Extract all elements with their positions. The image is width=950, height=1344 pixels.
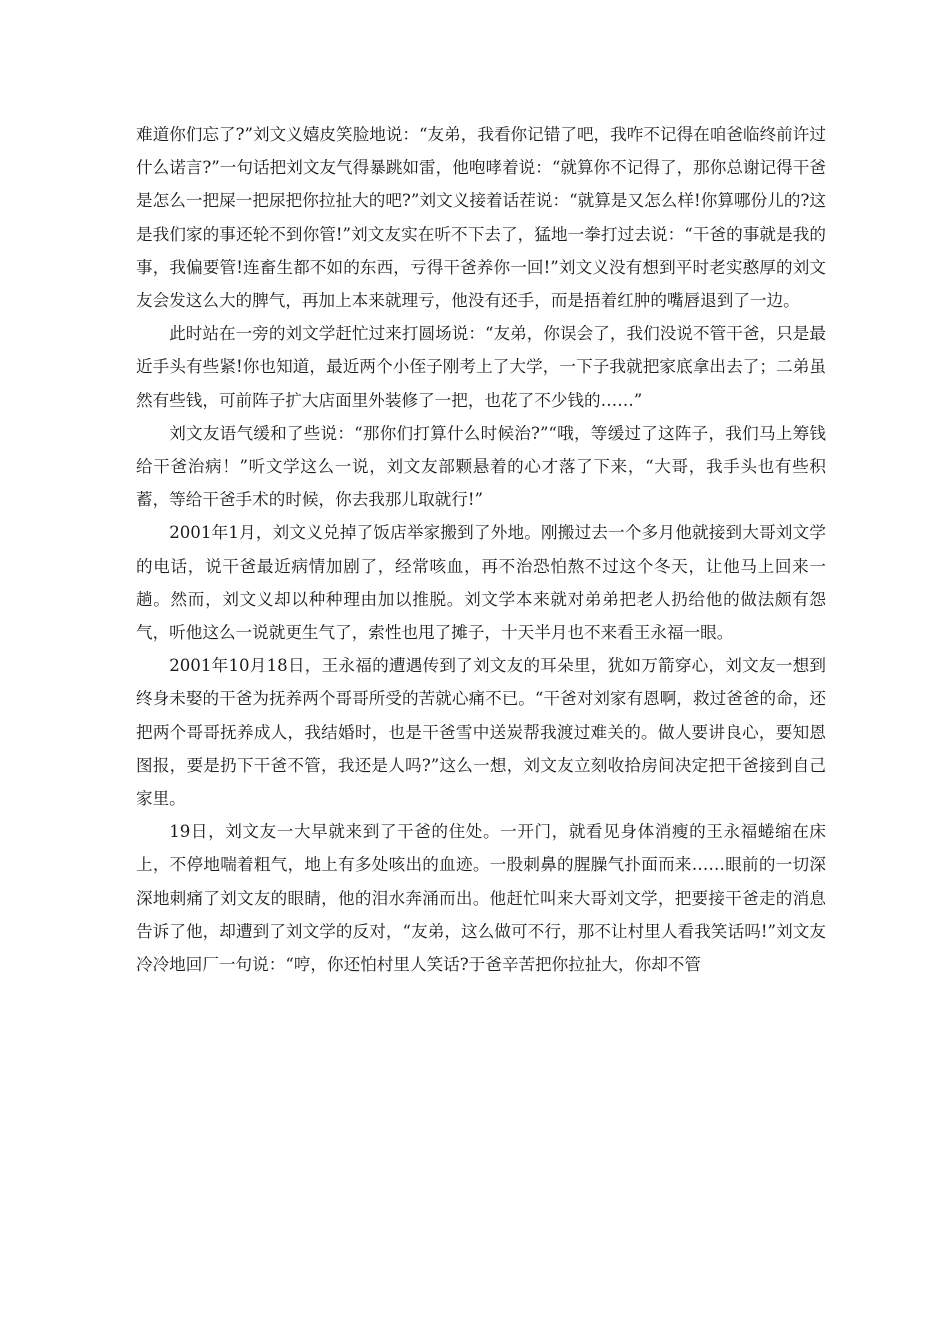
paragraph-1: 难道你们忘了?”刘文义嬉皮笑脸地说：“友弟，我看你记错了吧，我咋不记得在咱爸临终前许过什么诺言?”一句话把刘文友气得暴跳如雷，他咆哮着说：“就算你不记得了，那你总谢记得干爸是怎么一把屎一把尿把你拉扯大的吧?”刘文义接着话茬说：“就算是又怎么样!你算哪份儿的?这是我们家的事还轮不到你管!”刘文友实在听不下去了，猛地一拳打过去说：“干爸的事就是我的事，我偏要管!连畜生都不如的东西，亏得干爸养你一回!”刘文义没有想到平时老实憨厚的刘文友会发这么大的脾气，再加上本来就理亏，他没有还手，而是捂着红肿的嘴唇退到了一边。 (136, 125, 826, 311)
document-page (136, 118, 826, 981)
paragraph-3: 刘文友语气缓和了些说：“那你们打算什么时候治?”“哦，等缓过了这阵子，我们马上筹钱给干爸治病！”听文学这么一说，刘文友部颗悬着的心才落了下来，“大哥，我手头也有些积蓄，等给干爸手术的时候，你去我那儿取就行!” (136, 423, 826, 510)
paragraph-4: 2001年1月，刘文义兑掉了饭店举家搬到了外地。刚搬过去一个多月他就接到大哥刘文学的电话，说干爸最近病情加剧了，经常咳血，再不治恐怕熬不过这个冬天，让他马上回来一趟。然而，刘文义却以种种理由加以推脱。刘文学本来就对弟弟把老人扔给他的做法颇有怨气，听他这么一说就更生气了，索性也甩了摊子，十天半月也不来看王永福一眼。 (136, 523, 826, 643)
paragraph-2: 此时站在一旁的刘文学赶忙过来打圆场说：“友弟，你误会了，我们没说不管干爸，只是最近手头有些紧!你也知道，最近两个小侄子刚考上了大学，一下子我就把家底拿出去了；二弟虽然有些钱，可前阵子扩大店面里外装修了一把，也花了不少钱的……” (136, 324, 826, 410)
paragraph-6: 19日，刘文友一大早就来到了干爸的住处。一开门，就看见身体消瘦的王永福蜷缩在床上，不停地喘着粗气，地上有多处咳出的血迹。一股刺鼻的腥臊气扑面而来……眼前的一切深深地刺痛了刘文友的眼睛，他的泪水奔涌而出。他赶忙叫来大哥刘文学，把要接干爸走的消息告诉了他，却遭到了刘文学的反对，“友弟，这么做可不行，那不让村里人看我笑话吗!”刘文友冷冷地回厂一句说：“哼，你还怕村里人笑话?于爸辛苦把你拉扯大，你却不管 (136, 822, 826, 975)
paragraph-5: 2001年10月18日，王永福的遭遇传到了刘文友的耳朵里，犹如万箭穿心，刘文友一想到终身未娶的干爸为抚养两个哥哥所受的苦就心痛不已。“干爸对刘家有恩啊，救过爸爸的命，还把两个哥哥抚养成人，我结婚时，也是干爸雪中送炭帮我渡过难关的。做人要讲良心，要知恩图报，要是扔下干爸不管，我还是人吗?”这么一想，刘文友立刻收拾房间决定把干爸接到自己家里。 (136, 656, 826, 809)
